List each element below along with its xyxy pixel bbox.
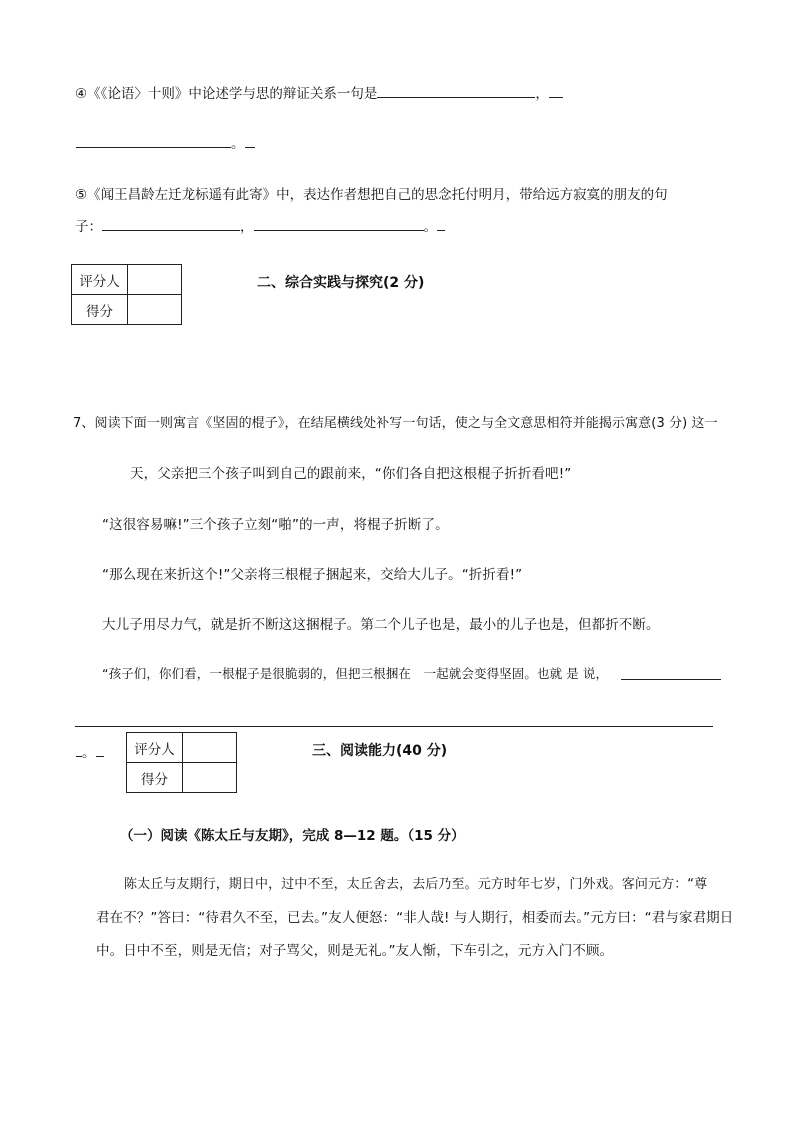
score-field[interactable] <box>183 763 237 793</box>
question-5-line1: ⑤《闻王昌龄左迁龙标遥有此寄》中，表达作者想把自己的思念托付明月，带给远方寂寞的朋友的句 <box>75 187 668 203</box>
question-5-comma: ， <box>240 219 254 235</box>
question-4-answer-blank-1[interactable] <box>377 83 535 98</box>
score-label: 得分 <box>72 295 128 325</box>
reading-1-paragraph-line1: 陈太丘与友期行，期日中，过中不至，太丘舍去，去后乃至。元方时年七岁，门外戏。客问元方：“尊 <box>124 877 708 892</box>
question-7-line5: 大儿子用尽力气，就是折不断这这捆棍子。第二个儿子也是，最小的儿子也是，但都折不断。 <box>102 617 660 633</box>
grader-field[interactable] <box>128 265 182 295</box>
score-field[interactable] <box>128 295 182 325</box>
score-label: 得分 <box>127 763 183 793</box>
question-4-line2 <box>76 132 255 152</box>
section-2-title: 二、综合实践与探究(2 分) <box>257 275 425 291</box>
question-7-line3: “这很容易嘛!”三个孩子立刻“啪”的一声，将棍子折断了。 <box>102 517 449 533</box>
grader-label: 评分人 <box>127 733 183 763</box>
question-7-line2: 天，父亲把三个孩子叫到自己的跟前来，“你们各自把这根棍子折折看吧!” <box>130 466 572 482</box>
question-7-line1: 7、阅读下面一则寓言《坚固的棍子》，在结尾横线处补写一句话，使之与全文意思相符并能揭示寓意(3 分) 这一 <box>73 416 718 431</box>
question-7-line4: “那么现在来折这个!”父亲将三根棍子捆起来，交给大儿子。“折折看!” <box>102 567 523 583</box>
question-4-answer-blank-1-tail[interactable] <box>549 83 563 98</box>
grader-field[interactable] <box>183 733 237 763</box>
question-5-period: 。 <box>423 219 437 235</box>
question-5-prefix: 子： <box>75 219 102 235</box>
question-7-answer-blank-3-tail[interactable] <box>96 742 104 757</box>
grader-label: 评分人 <box>72 265 128 295</box>
question-5-answer-blank-1[interactable] <box>102 216 240 231</box>
question-4-comma: ， <box>535 86 549 102</box>
question-4-prefix: ④《《论语〉十则》中论述学与思的辩证关系一句是 <box>75 86 378 102</box>
question-4-answer-blank-2-tail[interactable] <box>245 133 255 148</box>
question-4-answer-blank-2[interactable] <box>76 133 231 148</box>
question-7-end <box>76 741 104 761</box>
question-7-answer-blank-2[interactable] <box>75 726 713 727</box>
question-4-period: 。 <box>231 136 245 152</box>
reading-1-title: （一）阅读《陈太丘与友期》，完成 8—12 题。（15 分） <box>120 828 465 844</box>
question-7-period: 。 <box>82 745 96 761</box>
question-7-answer-blank-1[interactable] <box>621 679 721 680</box>
reading-1-paragraph-line2: 君在不？”答曰：“待君久不至，已去。”友人便怒：“非人哉! 与人期行，相委而去。”元方曰：“君与家君期日 <box>96 910 734 926</box>
reading-1-paragraph-line3: 中。日中不至，则是无信；对子骂父，则是无礼。”友人惭，下车引之，元方入门不顾。 <box>96 943 614 959</box>
score-box-1 <box>71 264 182 325</box>
question-5-answer-blank-2[interactable] <box>254 216 424 231</box>
score-box-2 <box>126 732 237 793</box>
question-7-line6: “孩子们，你们看，一根棍子是很脆弱的，但把三根捆在 一起就会变得坚固。也就 是 说， <box>102 666 609 681</box>
question-4-line1 <box>75 82 563 102</box>
section-3-title: 三、阅读能力(40 分) <box>312 743 448 759</box>
question-5-line2 <box>75 215 445 235</box>
question-5-answer-blank-2-tail[interactable] <box>437 216 445 231</box>
